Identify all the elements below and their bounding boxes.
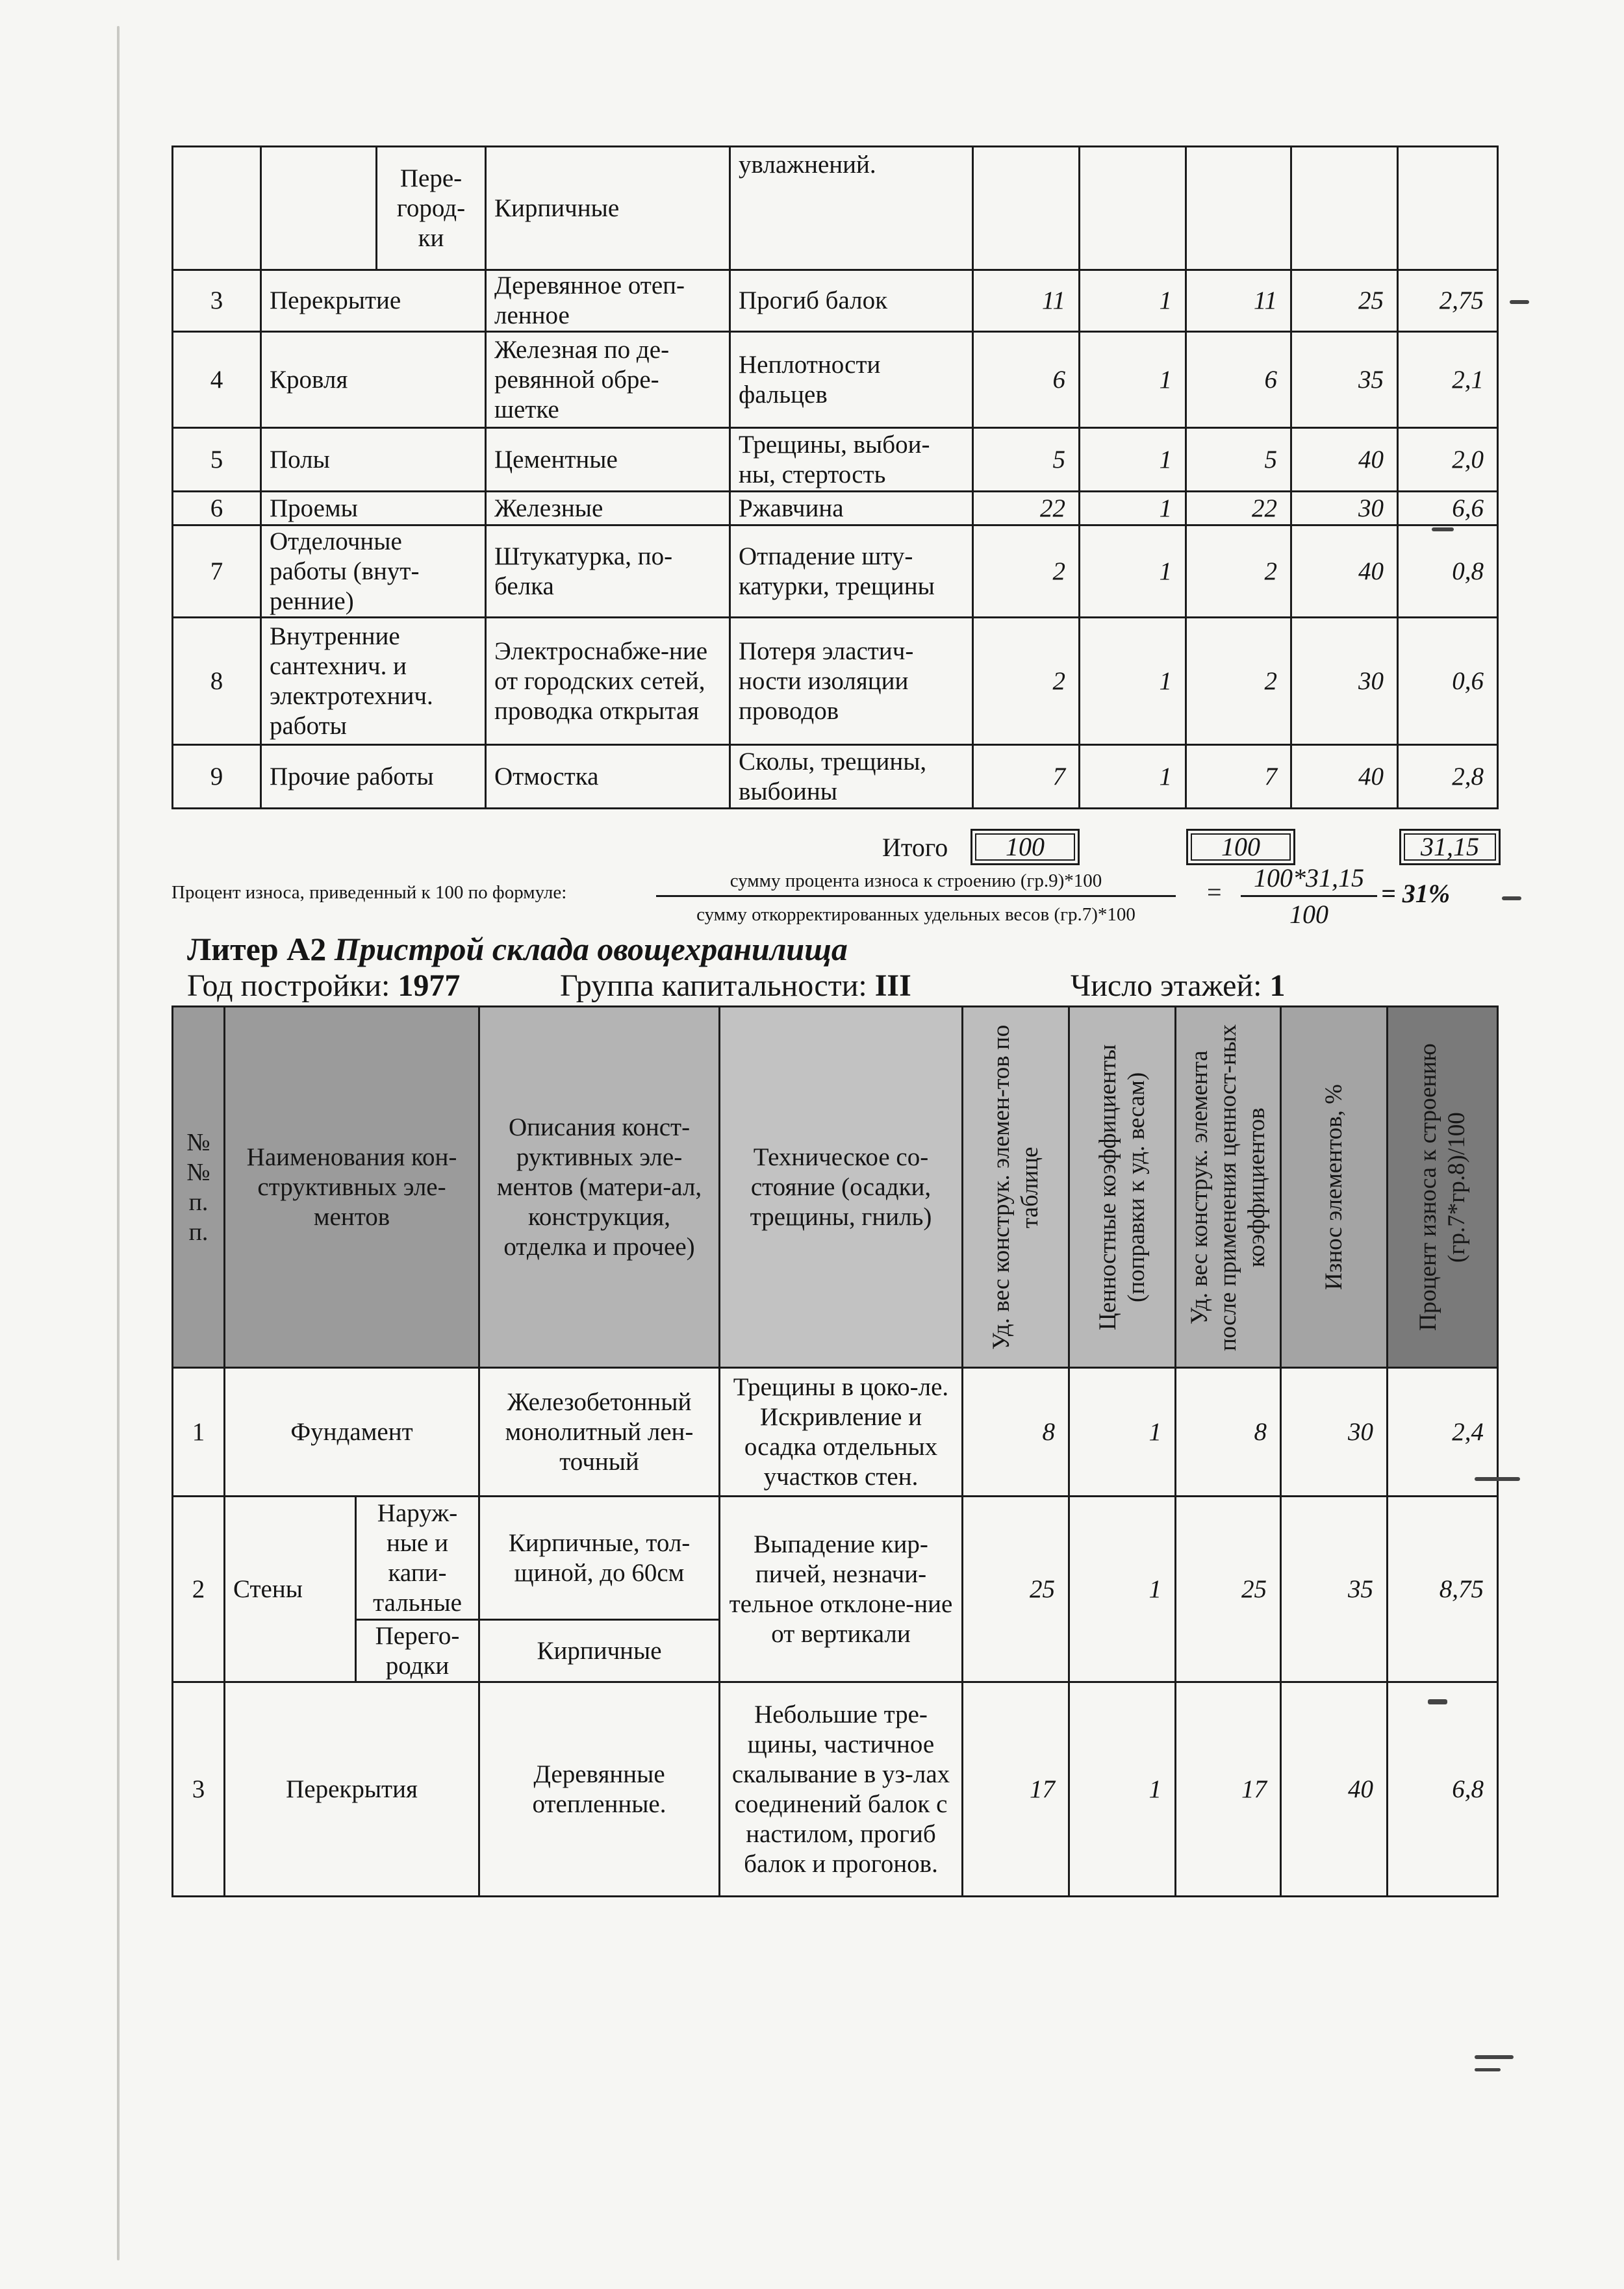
partition-material: Кирпичные [486, 147, 730, 270]
table-header-row [173, 1007, 1498, 1368]
scan-speck [1475, 1477, 1520, 1481]
formula-equals: = [1207, 878, 1222, 907]
table-row: 2 Стены Наруж-ные и капи-тальные Кирпичные, тол-щиной, до 60см Выпадение кир-пичей, незначи-тельное отклоне-ние от вертикали 25 1 25 35 8,75 [173, 1497, 1498, 1620]
scan-speck [1502, 896, 1521, 900]
scan-speck [1432, 527, 1454, 531]
scan-speck [1510, 300, 1529, 304]
partition-label: Пере-город-ки [377, 147, 486, 270]
formula-result: = 31% [1381, 879, 1451, 908]
capital-group: III [874, 968, 911, 1003]
wear-table-liter-a2 [171, 1005, 1499, 1897]
header-desc: Описания конст-руктивных эле-ментов (матери-ал, конструкция, отделка и прочее) [479, 1007, 720, 1368]
total-label: Итого [882, 833, 948, 862]
table-row [173, 147, 1498, 270]
table-row: Перего-родки Кирпичные [173, 1620, 1498, 1682]
scan-speck [1428, 1699, 1447, 1704]
header-uv: Уд. вес конструк. элемен-тов по таблице [987, 1024, 1043, 1350]
scan-speck [1475, 2055, 1514, 2059]
floors-count: 1 [1269, 968, 1286, 1003]
partition-condition: увлажнений. [730, 147, 973, 270]
year-built-line: Год постройки: 1977 [187, 968, 461, 1003]
table-row: 6 Проемы Железные Ржавчина 22 1 22 30 6,6 [173, 492, 1498, 525]
total-uvk-box: 100 [1186, 829, 1295, 865]
building-title: Пристрой склада овощехранилища [334, 931, 848, 967]
header-name: Наименования кон-структивных эле-ментов [225, 1007, 479, 1368]
formula-label: Процент износа, приведенный к 100 по формуле: [171, 882, 567, 903]
table-row: 8 Внутренние сантехнич. и электротехнич. работы Электроснабже-ние от городских сетей, проводка открытая Потеря эластич-ности изоляции проводов 2 1 2 30 0,6 [173, 618, 1498, 745]
liter-label: Литер А2 [187, 931, 327, 967]
header-no: № № п. п. [173, 1007, 225, 1368]
year-built: 1977 [398, 968, 461, 1003]
total-wear-box: 31,15 [1399, 829, 1501, 865]
total-uv-box: 100 [971, 829, 1080, 865]
header-k: Ценностные коэффициенты (поправки к уд. весам) [1094, 1044, 1150, 1330]
table-row: 3 Перекрытия Деревянные отепленные. Небольшие тре-щины, частичное скалывание в уз-лах соединений балок с настилом, прогиб балок и прогонов. 17 1 17 40 6,8 [173, 1682, 1498, 1897]
wear-table-continuation [171, 145, 1499, 809]
header-iznos: Износ элементов, % [1320, 1084, 1347, 1290]
scan-speck [1475, 2068, 1501, 2071]
section-title [187, 930, 848, 968]
table-row: 9 Прочие работы Отмостка Сколы, трещины, выбоины 7 1 7 40 2,8 [173, 745, 1498, 809]
floors-line: Число этажей: 1 [1071, 968, 1286, 1003]
formula-calc-numerator: 100*31,15 [1254, 863, 1364, 892]
header-uvk: Уд. вес конструк. элемента после применения ценност-ных коэффициентов [1186, 1023, 1270, 1351]
table-row: 4 Кровля Железная по де-ревянной обре-шетке Неплотности фальцев 6 1 6 35 2,1 [173, 332, 1498, 428]
table-row: 3 Перекрытие Деревянное отеп-ленное Прогиб балок 11 1 11 25 2,75 [173, 270, 1498, 332]
formula-fraction-line [656, 895, 1176, 897]
formula-calc-denominator: 100 [1289, 900, 1328, 929]
formula-calc-line [1241, 895, 1377, 897]
scan-edge-line [117, 26, 120, 2260]
table-row: 7 Отделочные работы (внут-ренние) Штукатурка, по-белка Отпадение шту-катурки, трещины 2 1 2 40 0,8 [173, 525, 1498, 618]
walls-outer-label: Наруж-ные и капи-тальные [356, 1497, 479, 1620]
header-tech: Техническое со-стояние (осадки, трещины, гниль) [720, 1007, 963, 1368]
table-row: 1 Фундамент Железобетонный монолитный лен-точный Трещины в цоко-ле. Искривление и осадка отдельных участков стен. 8 1 8 30 2,4 [173, 1368, 1498, 1497]
walls-partition-label: Перего-родки [356, 1620, 479, 1682]
formula-numerator: сумму процента износа к строению (гр.9)*100 [730, 870, 1102, 891]
formula-denominator: сумму откорректированных удельных весов (гр.7)*100 [696, 904, 1136, 925]
header-proc: Процент износа к строению (гр.7*гр.8)/100 [1414, 1043, 1470, 1331]
table-row: 5 Полы Цементные Трещины, выбои-ны, стертость 5 1 5 40 2,0 [173, 428, 1498, 492]
capital-group-line: Группа капитальности: III [560, 968, 911, 1003]
